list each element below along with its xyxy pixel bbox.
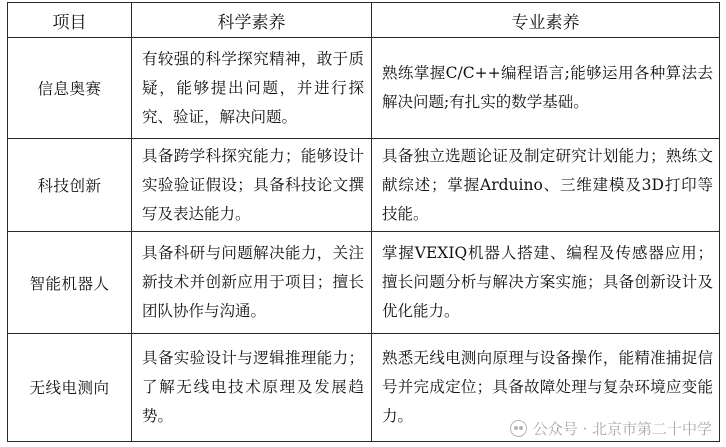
- table-row: [8, 232, 720, 334]
- professional-literacy-cell: 熟练掌握C/C++编程语言;能够运用各种算法去解决问题;有扎实的数学基础。: [372, 38, 720, 139]
- professional-literacy-cell: 熟悉无线电测向原理与设备操作，能精准捕捉信号并完成定位；具备故障处理与复杂环境应变能力。: [372, 333, 720, 441]
- project-name: 科技创新: [8, 139, 132, 232]
- project-name: 无线电测向: [8, 333, 132, 441]
- header-project: 项目: [8, 3, 132, 38]
- comparison-table: [7, 2, 720, 442]
- table-header-row: [8, 3, 720, 38]
- table-row: [8, 38, 720, 139]
- header-science: 科学素养: [132, 3, 372, 38]
- professional-literacy-cell: 掌握VEXIQ机器人搭建、编程及传感器应用；擅长问题分析与解决方案实施；具备创新设计及优化能力。: [372, 232, 720, 334]
- wechat-icon: [510, 420, 527, 437]
- table-row: [8, 139, 720, 232]
- science-literacy-cell: 具备实验设计与逻辑推理能力；了解无线电技术原理及发展趋势。: [132, 333, 372, 441]
- watermark-text: 公众号 · 北京市第二十中学: [532, 420, 712, 438]
- professional-literacy-cell: 具备独立选题论证及制定研究计划能力；熟练文献综述；掌握Arduino、三维建模及3D打印等技能。: [372, 139, 720, 232]
- science-literacy-cell: 有较强的科学探究精神，敢于质疑，能够提出问题，并进行探究、验证，解决问题。: [132, 38, 372, 139]
- header-professional: 专业素养: [372, 3, 720, 38]
- project-name: 信息奥赛: [8, 38, 132, 139]
- project-name: 智能机器人: [8, 232, 132, 334]
- science-literacy-cell: 具备科研与问题解决能力，关注新技术并创新应用于项目；擅长团队协作与沟通。: [132, 232, 372, 334]
- science-literacy-cell: 具备跨学科探究能力；能够设计实验验证假设；具备科技论文撰写及表达能力。: [132, 139, 372, 232]
- watermark: [510, 418, 712, 439]
